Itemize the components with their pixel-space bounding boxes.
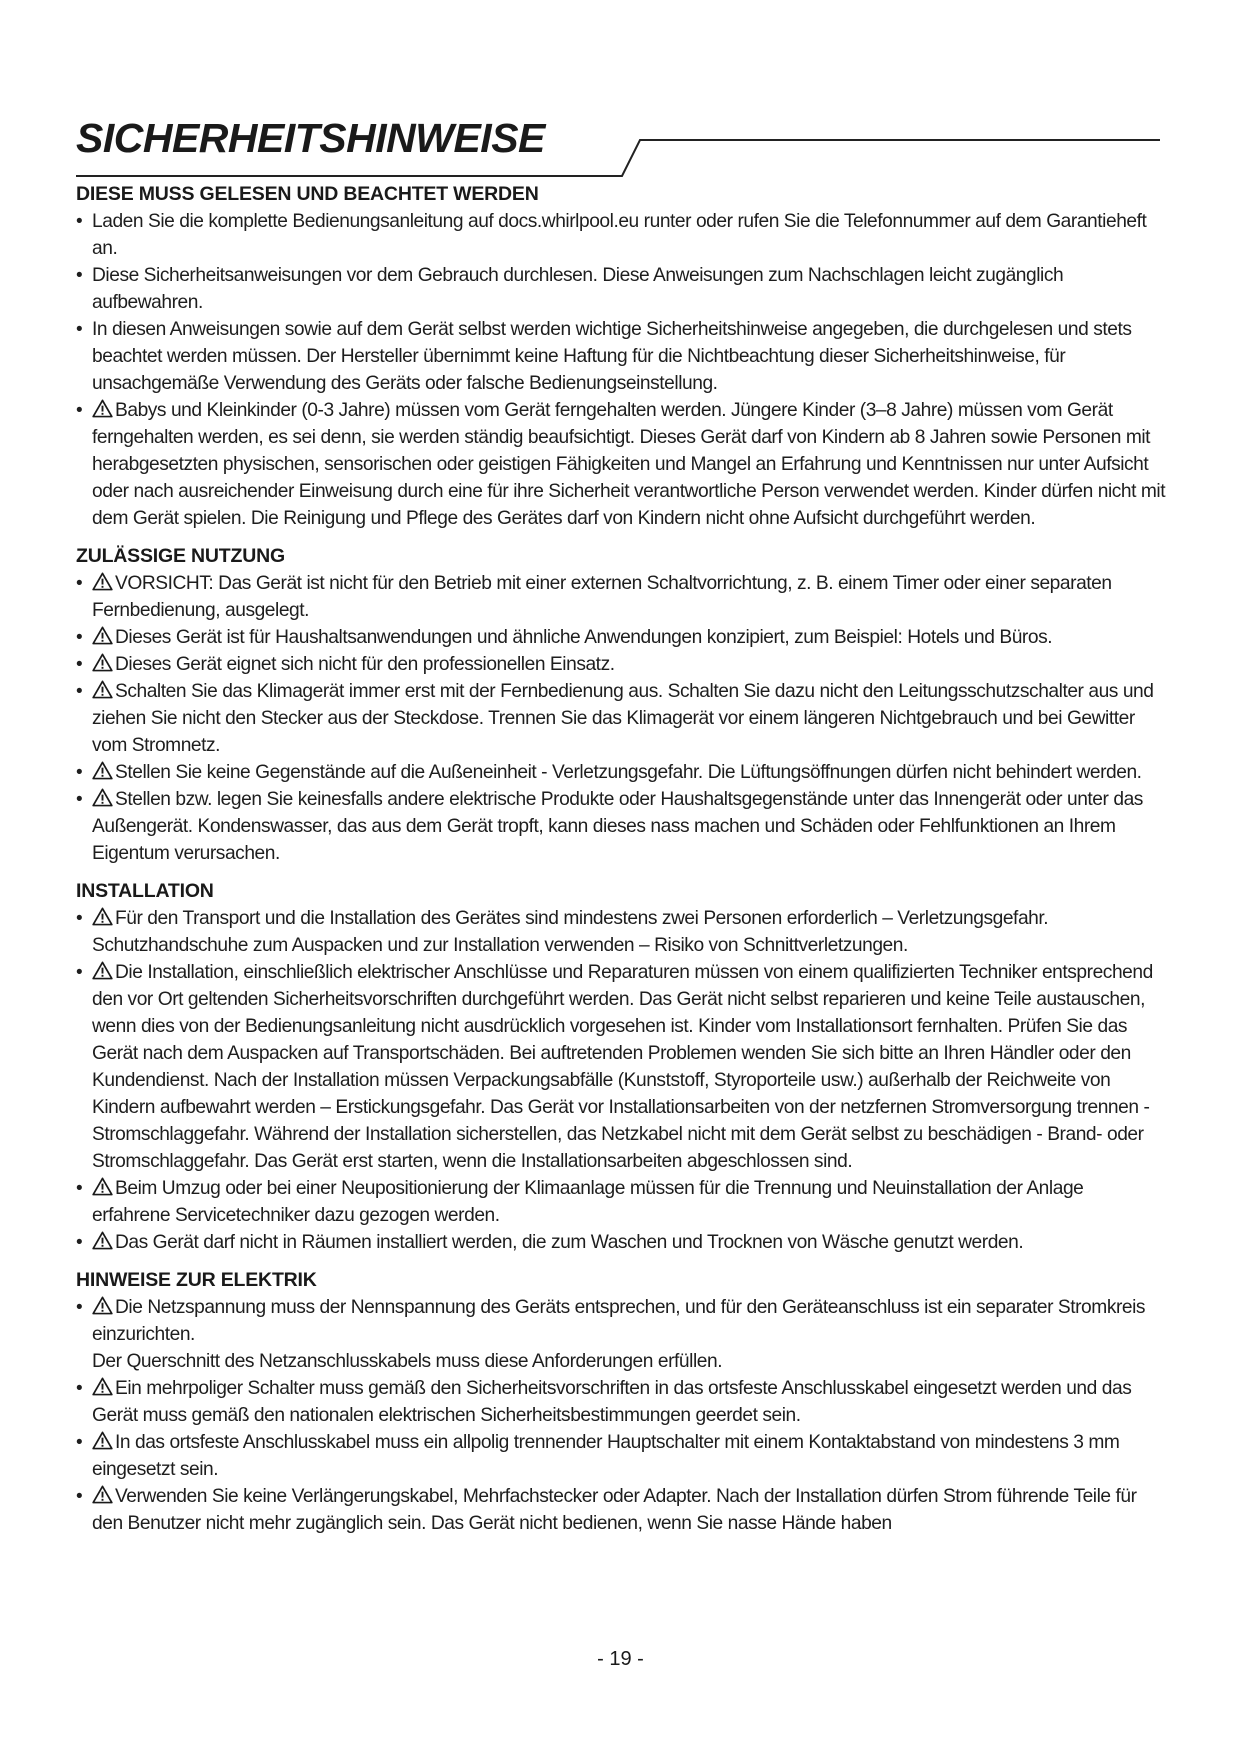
list-item [76, 905, 1166, 959]
item-text: Laden Sie die komplette Bedienungsanleitung auf docs.whirlpool.eu runter oder rufen Sie die Telefonnummer auf dem Garantieheft an. [92, 211, 1147, 259]
item-text: Dieses Gerät eignet sich nicht für den professionellen Einsatz. [115, 654, 615, 675]
warning-triangle-icon [92, 788, 113, 807]
item-text: Das Gerät darf nicht in Räumen installiert werden, die zum Waschen und Trocknen von Wäsche genutzt werden. [115, 1232, 1024, 1253]
bullet-icon: • [76, 400, 83, 421]
section-list [76, 905, 1166, 1256]
bullet-icon: • [76, 1178, 83, 1199]
warning-triangle-icon [92, 961, 113, 980]
list-item [76, 786, 1166, 867]
bullet-icon: • [76, 654, 83, 675]
list-item [76, 1229, 1166, 1256]
warning-triangle-icon [92, 1177, 113, 1196]
list-item [76, 208, 1166, 262]
item-text: Diese Sicherheitsanweisungen vor dem Gebrauch durchlesen. Diese Anweisungen zum Nachschlagen leicht zugänglich aufbewahren. [92, 265, 1064, 313]
bullet-icon: • [76, 627, 83, 648]
warning-triangle-icon [92, 1231, 113, 1250]
item-text: In das ortsfeste Anschlusskabel muss ein allpolig trennender Hauptschalter mit einem Kontaktabstand von mindestens 3 mm eingesetzt sein. [92, 1432, 1120, 1480]
warning-triangle-icon [92, 761, 113, 780]
item-text: Verwenden Sie keine Verlängerungskabel, Mehrfachstecker oder Adapter. Nach der Installation dürfen Strom führende Teile für den Benutzer nicht mehr zugänglich sein. Das Gerät nicht bedienen, wenn Sie nasse Hände haben [92, 1486, 1137, 1534]
item-extra-text: Der Querschnitt des Netzanschlusskabels muss diese Anforderungen erfüllen. [92, 1351, 723, 1372]
warning-triangle-icon [92, 653, 113, 672]
section-list [76, 1294, 1166, 1537]
bullet-icon: • [76, 573, 83, 594]
list-item [76, 397, 1166, 532]
section-heading: DIESE MUSS GELESEN UND BEACHTET WERDEN [76, 183, 539, 205]
list-item [76, 1483, 1166, 1537]
bullet-icon: • [76, 908, 83, 929]
warning-triangle-icon [92, 1377, 113, 1396]
list-item [76, 570, 1166, 624]
warning-triangle-icon [92, 399, 113, 418]
list-item [76, 262, 1166, 316]
warning-triangle-icon [92, 626, 113, 645]
bullet-icon: • [76, 1232, 83, 1253]
section-heading: INSTALLATION [76, 880, 214, 902]
bullet-icon: • [76, 265, 83, 286]
item-text: VORSICHT: Das Gerät ist nicht für den Betrieb mit einer externen Schaltvorrichtung, z. B. einem Timer oder einer separaten Fernbedienung, ausgelegt. [92, 573, 1112, 621]
warning-triangle-icon [92, 680, 113, 699]
list-item [76, 678, 1166, 759]
warning-triangle-icon [92, 907, 113, 926]
bullet-icon: • [76, 1297, 83, 1318]
warning-triangle-icon [92, 1485, 113, 1504]
page-title: SICHERHEITSHINWEISE [76, 115, 545, 161]
bullet-icon: • [76, 789, 83, 810]
warning-triangle-icon [92, 1296, 113, 1315]
title-underline-rule [0, 0, 1241, 200]
list-item [76, 1375, 1166, 1429]
item-text: Schalten Sie das Klimagerät immer erst mit der Fernbedienung aus. Schalten Sie dazu nicht den Leitungsschutzschalter aus und ziehen Sie nicht den Stecker aus der Steckdose. Trennen Sie das Klimagerät vor einem längeren Nichtgebrauch und bei Gewitter vom Stromnetz. [92, 681, 1154, 756]
page-number: - 19 - [597, 1648, 644, 1670]
bullet-icon: • [76, 962, 83, 983]
item-text: Ein mehrpoliger Schalter muss gemäß den Sicherheitsvorschriften in das ortsfeste Anschlusskabel eingesetzt werden und das Gerät muss gemäß den nationalen elektrischen Sicherheitsbestimmungen geerdet sein. [92, 1378, 1132, 1426]
section-list [76, 208, 1166, 532]
item-text: Babys und Kleinkinder (0-3 Jahre) müssen vom Gerät ferngehalten werden. Jüngere Kinder (3–8 Jahre) müssen vom Gerät ferngehalten werden, es sei denn, sie werden ständig beaufsichtigt. Dieses Gerät darf von Kindern ab 8 Jahren sowie Personen mit herabgesetzten physischen, sensorischen oder geistigen Fähigkeiten und Mangel an Erfahrung und Kenntnissen nur unter Aufsicht oder nach ausreichender Einweisung durch eine für ihre Sicherheit verantwortliche Person verwendet werden. Kinder dürfen nicht mit dem Gerät spielen. Die Reinigung und Pflege des Gerätes darf von Kindern nicht ohne Aufsicht durchgeführt werden. [92, 400, 1166, 529]
item-text: Für den Transport und die Installation des Gerätes sind mindestens zwei Personen erforderlich – Verletzungsgefahr. Schutzhandschuhe zum Auspacken und zur Installation verwenden – Risiko von Schnittverletzungen. [92, 908, 1049, 956]
warning-triangle-icon [92, 1431, 113, 1450]
bullet-icon: • [76, 1378, 83, 1399]
bullet-icon: • [76, 1486, 83, 1507]
section-heading: HINWEISE ZUR ELEKTRIK [76, 1269, 317, 1291]
item-text: Stellen Sie keine Gegenstände auf die Außeneinheit - Verletzungsgefahr. Die Lüftungsöffnungen dürfen nicht behindert werden. [115, 762, 1142, 783]
list-item [76, 316, 1166, 397]
bullet-icon: • [76, 211, 83, 232]
section-list [76, 570, 1166, 867]
list-item [76, 1429, 1166, 1483]
list-item [76, 959, 1166, 1175]
warning-triangle-icon [92, 572, 113, 591]
bullet-icon: • [76, 1432, 83, 1453]
safety-content [76, 181, 1166, 1537]
list-item [76, 624, 1166, 651]
section-heading: ZULÄSSIGE NUTZUNG [76, 545, 285, 567]
bullet-icon: • [76, 681, 83, 702]
item-text: Die Netzspannung muss der Nennspannung des Geräts entsprechen, und für den Geräteanschluss ist ein separater Stromkreis einzurichten. [92, 1297, 1146, 1345]
list-item [76, 651, 1166, 678]
list-item [76, 1175, 1166, 1229]
list-item [76, 1294, 1166, 1375]
item-text: Die Installation, einschließlich elektrischer Anschlüsse und Reparaturen müssen von einem qualifizierten Techniker entsprechend den vor Ort geltenden Sicherheitsvorschriften durchgeführt werden. Das Gerät nicht selbst reparieren und keine Teile austauschen, wenn dies von der Bedienungsanleitung nicht ausdrücklich vorgesehen ist. Kinder vom Installationsort fernhalten. Prüfen Sie das Gerät nach dem Auspacken auf Transportschäden. Bei auftretenden Problemen wenden Sie sich bitte an Ihren Händler oder den Kundendienst. Nach der Installation müssen Verpackungsabfälle (Kunststoff, Styroporteile usw.) außerhalb der Reichweite von Kindern aufbewahrt werden – Erstickungsgefahr. Das Gerät vor Installationsarbeiten von der netzfernen Stromversorgung trennen - Stromschlaggefahr. Während der Installation sicherstellen, das Netzkabel nicht mit dem Gerät selbst zu beschädigen - Brand- oder Stromschlaggefahr. Das Gerät erst starten, wenn die Installationsarbeiten abgeschlossen sind. [92, 962, 1153, 1172]
item-text: In diesen Anweisungen sowie auf dem Gerät selbst werden wichtige Sicherheitshinweise angegeben, die durchgelesen und stets beachtet werden müssen. Der Hersteller übernimmt keine Haftung für die Nichtbeachtung dieser Sicherheitshinweise, für unsachgemäße Verwendung des Geräts oder falsche Bedienungseinstellung. [92, 319, 1132, 394]
item-text: Stellen bzw. legen Sie keinesfalls andere elektrische Produkte oder Haushaltsgegenstände unter das Innengerät oder unter das Außengerät. Kondenswasser, das aus dem Gerät tropft, kann dieses nass machen und Schäden oder Fehlfunktionen an Ihrem Eigentum verursachen. [92, 789, 1143, 864]
bullet-icon: • [76, 762, 83, 783]
item-text: Dieses Gerät ist für Haushaltsanwendungen und ähnliche Anwendungen konzipiert, zum Beispiel: Hotels und Büros. [115, 627, 1053, 648]
item-text: Beim Umzug oder bei einer Neupositionierung der Klimaanlage müssen für die Trennung und Neuinstallation der Anlage erfahrene Servicetechniker dazu gezogen werden. [92, 1178, 1084, 1226]
list-item [76, 759, 1166, 786]
bullet-icon: • [76, 319, 83, 340]
